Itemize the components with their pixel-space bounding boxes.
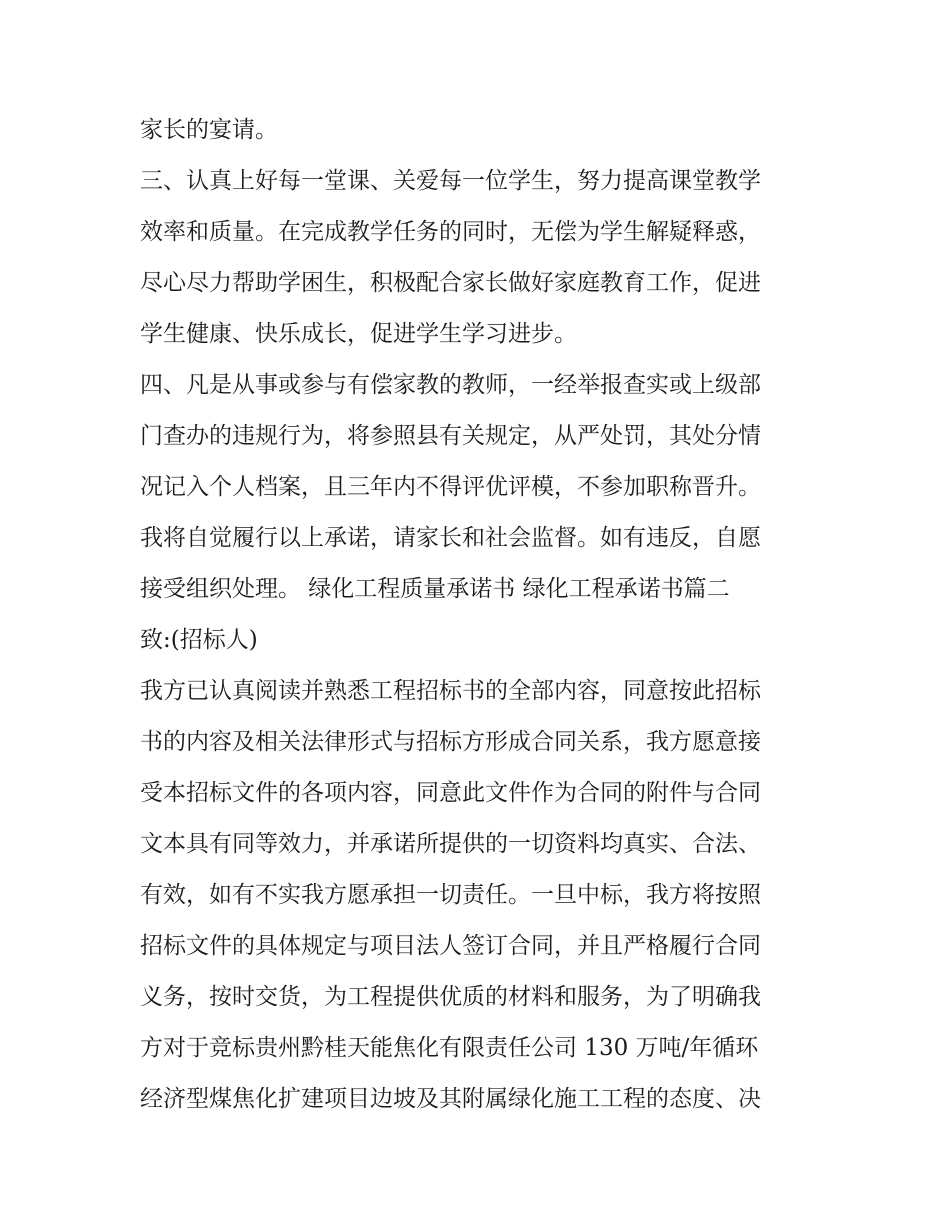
text-line: 经济型煤焦化扩建项目边坡及其附属绿化施工工程的态度、决	[140, 1086, 761, 1112]
text-line: 有效，如有不实我方愿承担一切责任。一旦中标，我方将按照	[140, 882, 761, 908]
text-line: 受本招标文件的各项内容，同意此文件作为合同的附件与合同	[140, 780, 761, 806]
text-line: 致:(招标人)	[140, 627, 258, 653]
text-line: 家长的宴请。	[140, 117, 278, 143]
text-line: 义务，按时交货，为工程提供优质的材料和服务，为了明确我	[140, 984, 761, 1010]
text-line: 效率和质量。在完成教学任务的同时，无偿为学生解疑释惑，	[140, 219, 761, 245]
body-text	[140, 108, 820, 1128]
text-line: 学生健康、快乐成长，促进学生学习进步。	[140, 321, 577, 347]
text-line: 况记入个人档案，且三年内不得评优评模，不参加职称晋升。	[140, 474, 761, 500]
text-line: 三、认真上好每一堂课、关爱每一位学生，努力提高课堂教学	[140, 168, 761, 194]
text-line: 门查办的违规行为，将参照县有关规定，从严处罚，其处分情	[140, 423, 761, 449]
text-line: 尽心尽力帮助学困生，积极配合家长做好家庭教育工作，促进	[140, 270, 761, 296]
text-line: 我方已认真阅读并熟悉工程招标书的全部内容，同意按此招标	[140, 678, 761, 704]
text-line: 四、凡是从事或参与有偿家教的教师，一经举报查实或上级部	[140, 372, 761, 398]
text-line: 方对于竞标贵州黔桂天能焦化有限责任公司 130 万吨/年循环	[140, 1035, 759, 1061]
text-line: 接受组织处理。 绿化工程质量承诺书 绿化工程承诺书篇二	[140, 576, 730, 602]
text-line: 招标文件的具体规定与项目法人签订合同，并且严格履行合同	[140, 933, 761, 959]
text-line: 我将自觉履行以上承诺，请家长和社会监督。如有违反，自愿	[140, 525, 761, 551]
text-line: 书的内容及相关法律形式与招标方形成合同关系，我方愿意接	[140, 729, 761, 755]
text-line: 文本具有同等效力，并承诺所提供的一切资料均真实、合法、	[140, 831, 761, 857]
